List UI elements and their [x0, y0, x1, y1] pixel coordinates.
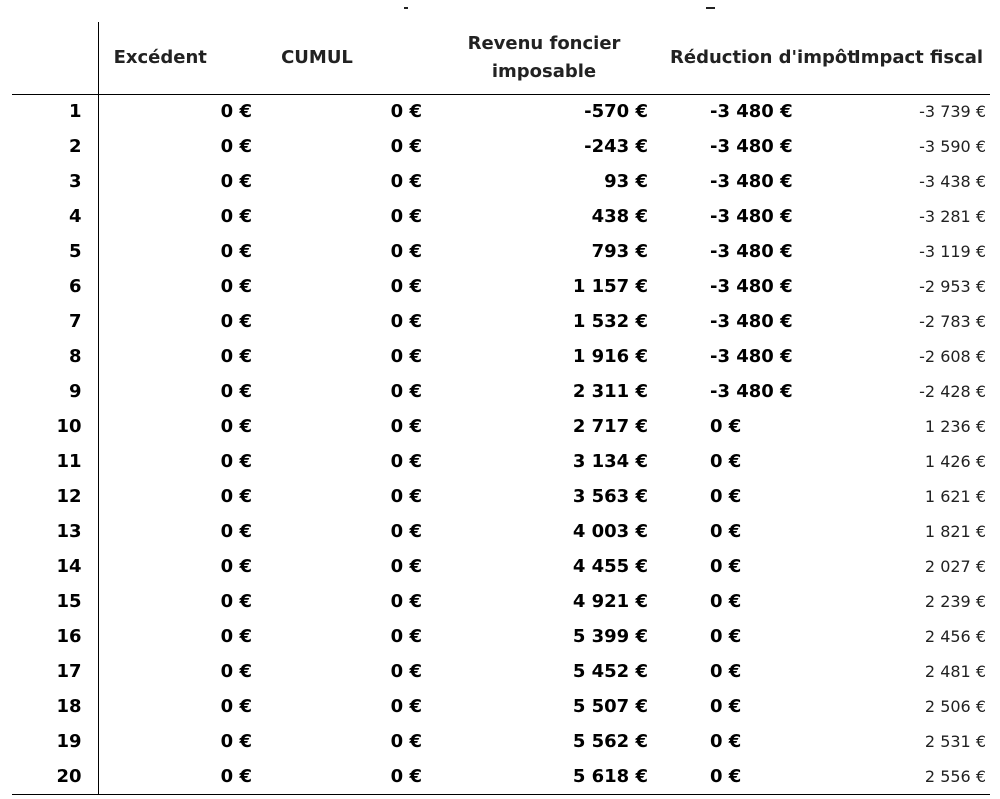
cell-reduction: -3 480 € [710, 206, 793, 227]
cell-revenu-foncier: 93 € [604, 171, 648, 192]
cell-reduction: 0 € [710, 451, 742, 472]
table-row [12, 479, 990, 514]
cell-cumul: 0 € [262, 759, 432, 794]
cell-index: 4 [12, 199, 98, 234]
header-index [12, 22, 98, 94]
cell-revenu-foncier: 4 921 € [572, 591, 648, 612]
cell-revenu-foncier: 5 507 € [572, 696, 648, 717]
cell-revenu-foncier: 438 € [591, 206, 648, 227]
cell-excedent: 0 € [220, 276, 252, 297]
cell-impact: -2 783 € [919, 312, 986, 331]
cell-index: 14 [12, 549, 98, 584]
cell-reduction: 0 € [710, 661, 742, 682]
cell-cumul: 0 € [390, 416, 422, 437]
cell-impact: -2 953 € [919, 277, 986, 296]
table-row [12, 409, 990, 444]
table-row [12, 549, 990, 584]
cell-excedent: 0 € [220, 451, 252, 472]
cell-reduction: 0 € [710, 731, 742, 752]
cell-excedent: 0 € [220, 136, 252, 157]
cell-revenu-foncier: 3 134 € [572, 451, 648, 472]
cell-cumul: 0 € [390, 731, 422, 752]
cell-cumul: 0 € [390, 241, 422, 262]
cell-cumul: 0 € [390, 381, 422, 402]
tax-impact-table [12, 22, 990, 795]
cell-index: 20 [12, 759, 98, 794]
cell-cumul: 0 € [390, 486, 422, 507]
cell-impact: -2 608 € [919, 347, 986, 366]
cell-cumul: 0 € [390, 556, 422, 577]
cell-index: 15 [12, 584, 98, 619]
cell-cumul: 0 € [390, 136, 422, 157]
cell-cumul: 0 € [390, 206, 422, 227]
cell-revenu-foncier: -243 € [584, 136, 648, 157]
cell-cumul: 0 € [390, 171, 422, 192]
cell-cumul: 0 € [390, 661, 422, 682]
cell-excedent: 0 € [98, 759, 262, 794]
table-row [12, 654, 990, 689]
table-row [12, 199, 990, 234]
table-row [12, 724, 990, 759]
cell-reduction: -3 480 € [710, 101, 793, 123]
cell-impact: 2 027 € [924, 557, 986, 576]
cell-reduction: 0 € [710, 591, 742, 612]
table-row [12, 164, 990, 199]
cell-cumul: 0 € [390, 521, 422, 542]
cell-impact: 2 481 € [924, 662, 986, 681]
cell-excedent: 0 € [220, 731, 252, 752]
cell-excedent: 0 € [220, 416, 252, 437]
cell-revenu-foncier: 2 311 € [572, 381, 648, 402]
cell-excedent: 0 € [220, 206, 252, 227]
cell-cumul: 0 € [390, 101, 422, 123]
cell-revenu-foncier: 5 562 € [572, 731, 648, 752]
cell-excedent: 0 € [220, 101, 252, 123]
cell-impact: -3 438 € [919, 172, 986, 191]
cell-impact: 2 556 € [850, 759, 990, 794]
cell-cumul: 0 € [390, 346, 422, 367]
cell-excedent: 0 € [220, 241, 252, 262]
cell-excedent: 0 € [220, 591, 252, 612]
cell-reduction: 0 € [710, 626, 742, 647]
cell-impact: 2 239 € [924, 592, 986, 611]
cell-reduction: -3 480 € [710, 311, 793, 332]
cell-revenu-foncier: 793 € [591, 241, 648, 262]
table-row [12, 374, 990, 409]
cell-index: 1 [12, 94, 98, 129]
cell-impact: -3 590 € [919, 137, 986, 156]
cell-reduction: 0 € [710, 486, 742, 507]
cell-revenu-foncier: 4 455 € [572, 556, 648, 577]
cell-reduction: -3 480 € [710, 171, 793, 192]
cell-revenu-foncier: 5 618 € [432, 759, 664, 794]
header-revenu-line1: Revenu foncier [467, 32, 621, 54]
cell-impact: -2 428 € [919, 382, 986, 401]
cell-index: 16 [12, 619, 98, 654]
cell-revenu-foncier: 3 563 € [572, 486, 648, 507]
table-row [12, 304, 990, 339]
cell-revenu-foncier: 1 532 € [572, 311, 648, 332]
table-row [12, 759, 990, 794]
cell-impact: -3 119 € [919, 242, 986, 261]
cell-index: 9 [12, 374, 98, 409]
cell-index: 11 [12, 444, 98, 479]
cell-reduction: -3 480 € [710, 136, 793, 157]
cell-excedent: 0 € [220, 311, 252, 332]
cell-index: 10 [12, 409, 98, 444]
header-artifact-mark-left [404, 7, 408, 9]
header-revenu-foncier [432, 22, 664, 94]
table-row [12, 584, 990, 619]
cell-reduction: 0 € [710, 521, 742, 542]
cell-index: 5 [12, 234, 98, 269]
table-header-row [12, 22, 990, 94]
cell-reduction: -3 480 € [710, 276, 793, 297]
cell-impact: 2 456 € [924, 627, 986, 646]
cell-index: 2 [12, 129, 98, 164]
cell-index: 19 [12, 724, 98, 759]
cell-excedent: 0 € [220, 381, 252, 402]
cell-revenu-foncier: 1 157 € [572, 276, 648, 297]
cell-revenu-foncier: 2 717 € [572, 416, 648, 437]
cell-impact: -3 281 € [919, 207, 986, 226]
cell-excedent: 0 € [220, 486, 252, 507]
header-reduction: Réduction d'impôt [664, 22, 850, 94]
cell-index: 18 [12, 689, 98, 724]
cell-excedent: 0 € [220, 171, 252, 192]
cell-reduction: 0 € [710, 416, 742, 437]
table-row [12, 689, 990, 724]
cell-cumul: 0 € [390, 276, 422, 297]
cell-index: 8 [12, 339, 98, 374]
cell-reduction: -3 480 € [710, 381, 793, 402]
cell-index: 3 [12, 164, 98, 199]
cell-impact: 1 621 € [924, 487, 986, 506]
cell-index: 12 [12, 479, 98, 514]
cell-cumul: 0 € [390, 451, 422, 472]
header-cumul: CUMUL [262, 22, 432, 94]
cell-revenu-foncier: -570 € [584, 101, 648, 123]
cell-revenu-foncier: 5 452 € [572, 661, 648, 682]
cell-reduction: 0 € [710, 556, 742, 577]
table-row [12, 444, 990, 479]
cell-excedent: 0 € [220, 626, 252, 647]
table-row [12, 234, 990, 269]
header-impact: Impact fiscal [850, 22, 990, 94]
cell-excedent: 0 € [220, 521, 252, 542]
table-row [12, 619, 990, 654]
cell-excedent: 0 € [220, 661, 252, 682]
cell-revenu-foncier: 4 003 € [572, 521, 648, 542]
cell-reduction: 0 € [710, 696, 742, 717]
header-artifact-mark-right [706, 7, 715, 9]
header-revenu-line2: imposable [491, 60, 597, 82]
cell-impact: 1 236 € [924, 417, 986, 436]
cell-impact: -3 739 € [919, 102, 986, 122]
cell-revenu-foncier: 5 399 € [572, 626, 648, 647]
cell-reduction: -3 480 € [710, 241, 793, 262]
table-row [12, 269, 990, 304]
cell-excedent: 0 € [220, 346, 252, 367]
cell-reduction: 0 € [664, 759, 850, 794]
cell-index: 13 [12, 514, 98, 549]
table-body [12, 94, 990, 794]
cell-reduction: -3 480 € [710, 346, 793, 367]
header-excedent: Excédent [98, 22, 262, 94]
cell-impact: 1 821 € [924, 522, 986, 541]
cell-cumul: 0 € [390, 311, 422, 332]
table-row [12, 339, 990, 374]
cell-revenu-foncier: 1 916 € [572, 346, 648, 367]
cell-impact: 1 426 € [924, 452, 986, 471]
cell-excedent: 0 € [220, 556, 252, 577]
cell-impact: 2 531 € [924, 732, 986, 751]
cell-index: 17 [12, 654, 98, 689]
cell-index: 7 [12, 304, 98, 339]
table-row [12, 94, 990, 129]
cell-cumul: 0 € [390, 591, 422, 612]
cell-excedent: 0 € [220, 696, 252, 717]
cell-cumul: 0 € [390, 696, 422, 717]
cell-cumul: 0 € [390, 626, 422, 647]
cell-impact: 2 506 € [924, 697, 986, 716]
table-row [12, 129, 990, 164]
cell-index: 6 [12, 269, 98, 304]
table-row [12, 514, 990, 549]
